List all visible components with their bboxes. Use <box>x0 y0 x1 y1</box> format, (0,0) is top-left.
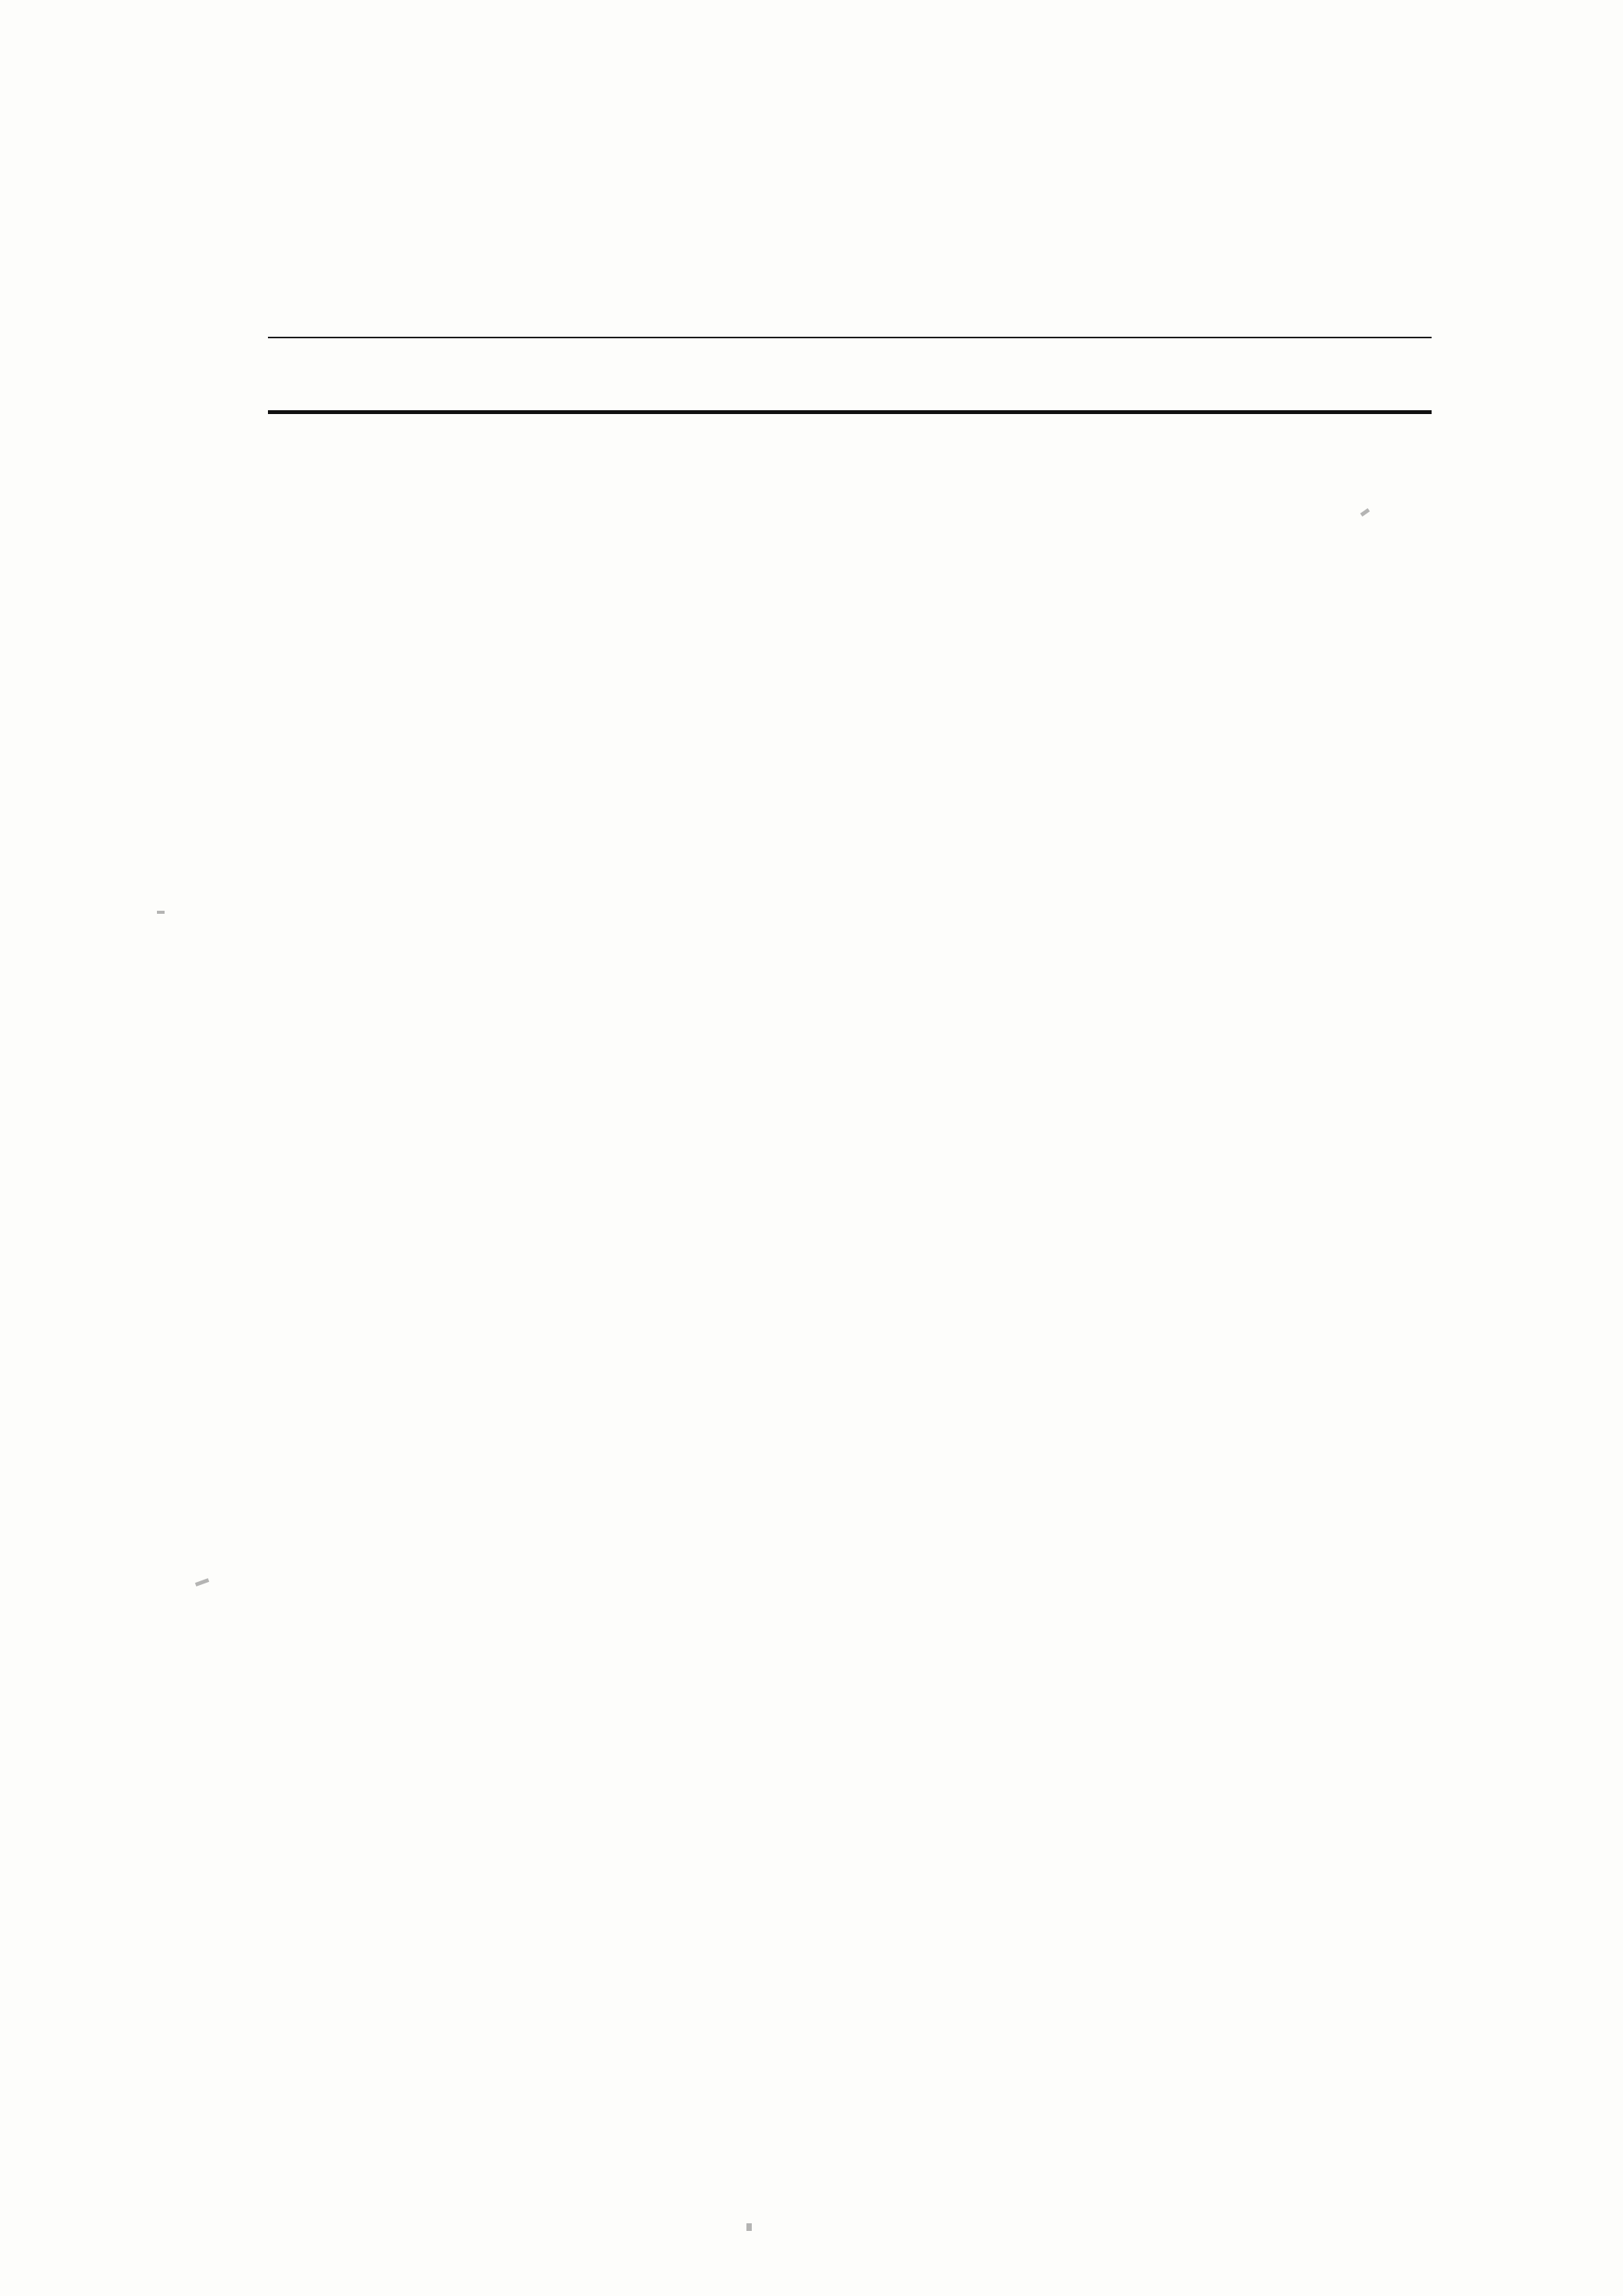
scan-speck <box>1360 508 1370 517</box>
scan-speck <box>746 2223 752 2231</box>
header-rule-top <box>268 337 1432 338</box>
scan-speck <box>195 1578 210 1587</box>
table-column-headers <box>268 346 1432 406</box>
page-header <box>268 291 1432 331</box>
page-content <box>268 291 1432 428</box>
header-rule-bottom <box>268 410 1432 414</box>
scan-speck <box>157 911 165 914</box>
